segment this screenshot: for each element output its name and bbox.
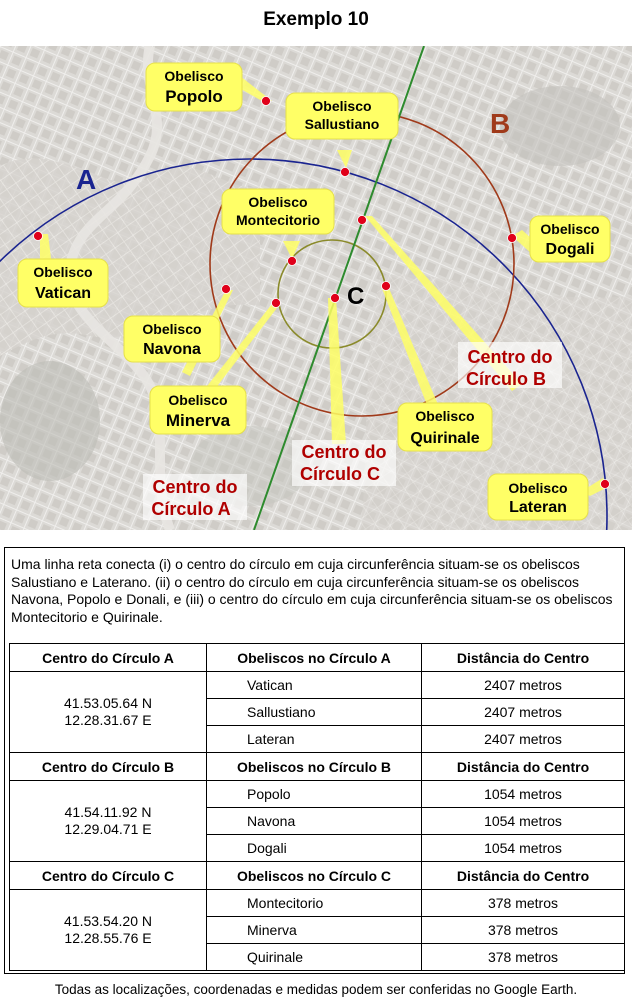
header-center: Centro do Círculo C [10,862,207,890]
section-c-header [10,862,625,890]
section-a-header [10,644,625,672]
header-obelisks: Obeliscos no Círculo A [207,644,422,672]
label-popolo-2: Popolo [165,87,223,106]
center-coordinates [10,781,207,862]
center-a-2: Círculo A [151,499,231,519]
obelisk-distance: 2407 metros [422,672,625,699]
label-navona-1: Obelisco [142,321,202,337]
circle-letter-c: C [347,283,365,310]
center-c-2: Círculo C [299,464,381,484]
circle-letter-a: A [76,164,97,195]
label-quirinale-2: Quirinale [410,430,480,447]
center-a-1: Centro do [152,477,238,497]
page-title: Exemplo 10 [263,9,369,30]
label-vatican-1: Obelisco [33,264,93,280]
label-lateran-2: Lateran [509,499,567,516]
header-obelisks: Obeliscos no Círculo C [207,862,422,890]
label-dogali-2: Dogali [545,241,595,258]
header-obelisks: Obeliscos no Círculo B [207,753,422,781]
obelisk-name: Montecitorio [207,890,422,917]
coord-lat: 41.54.11.92 N [64,804,152,820]
obelisk-distance: 378 metros [422,944,625,971]
obelisk-distance: 1054 metros [422,835,625,862]
header-center: Centro do Círculo B [10,753,207,781]
map-image [0,46,632,530]
center-b-2: Círculo B [465,369,547,389]
obelisk-name: Popolo [207,781,422,808]
table-row [10,890,625,917]
table-row [10,672,625,699]
coord-lon: 12.28.55.76 E [64,930,152,946]
coord-lat: 41.53.05.64 N [64,695,152,711]
label-montecitorio-2: Montecitorio [236,212,320,228]
obelisk-name: Minerva [207,917,422,944]
label-lateran-1: Obelisco [508,480,568,496]
obelisk-distance: 378 metros [422,917,625,944]
center-c-1: Centro do [301,442,387,462]
label-montecitorio-1: Obelisco [248,194,308,210]
obelisk-name: Dogali [207,835,422,862]
label-dogali-1: Obelisco [540,221,600,237]
center-coordinates [10,890,207,971]
info-box [4,547,625,974]
circle-letter-b: B [490,108,511,139]
header-distance: Distância do Centro [422,862,625,890]
label-minerva-1: Obelisco [168,392,228,408]
label-sallustiano-1: Obelisco [312,98,372,114]
footer-note: Todas as localizações, coordenadas e medidas podem ser conferidas no Google Earth. [54,982,578,997]
label-popolo-1: Obelisco [164,68,224,84]
label-quirinale-1: Obelisco [415,408,475,424]
label-navona-2: Navona [143,341,201,358]
obelisk-name: Quirinale [207,944,422,971]
label-vatican-2: Vatican [34,285,92,302]
obelisk-distance: 378 metros [422,890,625,917]
obelisk-distance: 2407 metros [422,699,625,726]
section-b-header [10,753,625,781]
intro-text: Uma linha reta conecta (i) o centro do círculo em cuja circunferência situam-se os obeliscos Salustiano e Laterano. (ii) o centro do círculo em cuja circunferência situam-se os obeliscos Navona, Popolo e Donali, e (iii) o centro do círculo em cuja circunferência situam-se os obeliscos Montecitorio e Quirinale. [11,556,613,625]
obelisk-name: Lateran [207,726,422,753]
header-center: Centro do Círculo A [10,644,207,672]
header-distance: Distância do Centro [422,644,625,672]
header-distance: Distância do Centro [422,753,625,781]
center-b-1: Centro do [467,347,553,367]
table-row [10,781,625,808]
label-minerva-2: Minerva [165,411,231,430]
obelisk-distance: 2407 metros [422,726,625,753]
obelisk-name: Sallustiano [207,699,422,726]
label-sallustiano-2: Sallustiano [304,116,380,132]
coord-lat: 41.53.54.20 N [64,913,152,929]
obelisk-distance: 1054 metros [422,808,625,835]
coord-lon: 12.29.04.71 E [64,821,152,837]
obelisk-table [9,643,625,971]
obelisk-name: Vatican [207,672,422,699]
obelisk-name: Navona [207,808,422,835]
coord-lon: 12.28.31.67 E [64,712,152,728]
obelisk-distance: 1054 metros [422,781,625,808]
center-coordinates [10,672,207,753]
